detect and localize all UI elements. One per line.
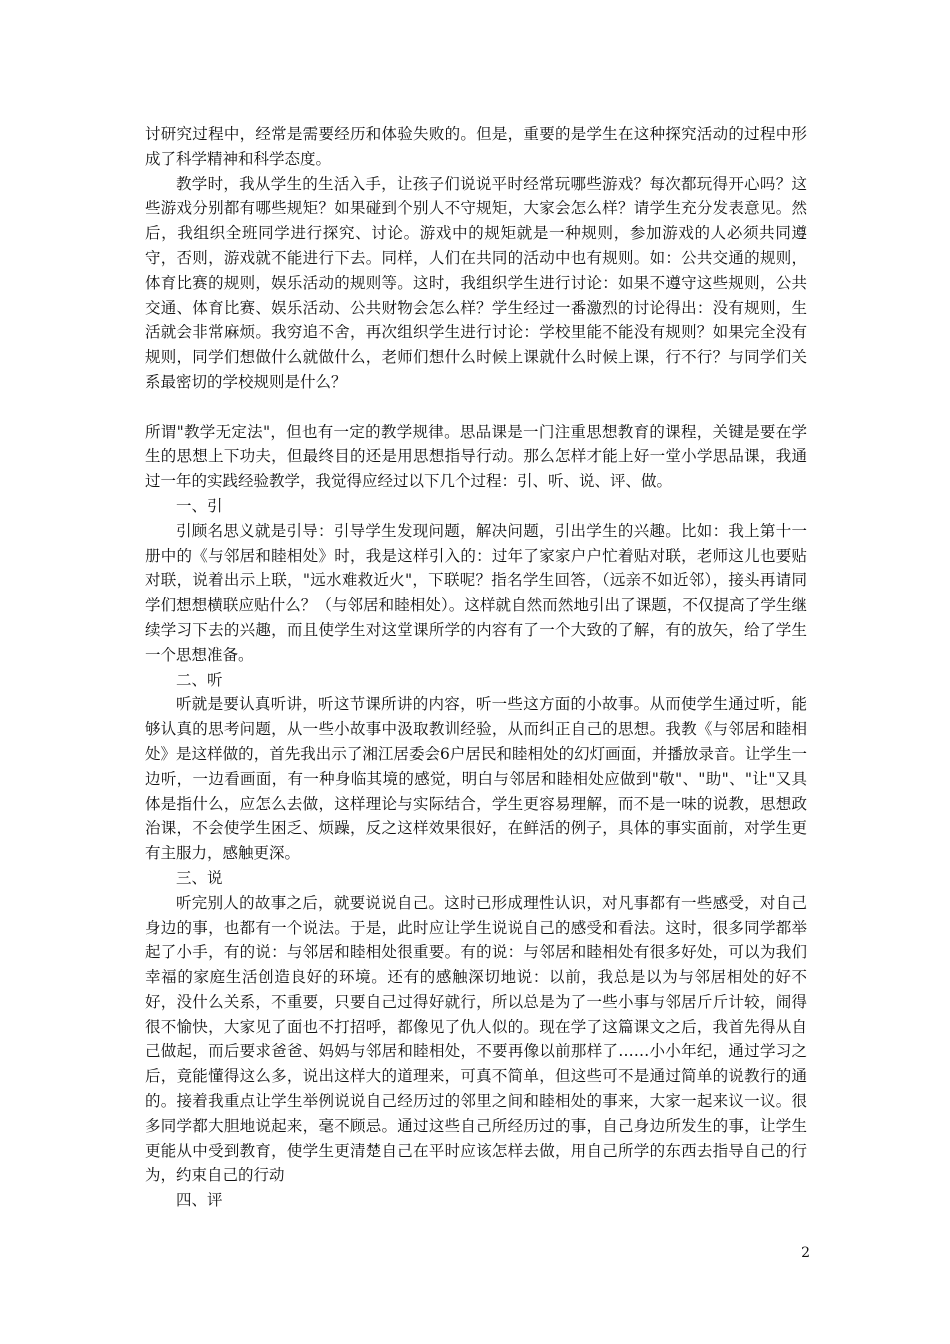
page-body <box>145 122 807 1213</box>
paragraph-continuation: 讨研究过程中，经常是需要经历和体验失败的。但是，重要的是学生在这种探究活动的过程中形成了科学精神和科学态度。 <box>145 125 807 168</box>
paragraph-teaching-rules: 教学时，我从学生的生活入手，让孩子们说说平时经常玩哪些游戏？每次都玩得开心吗？这些游戏分别都有哪些规矩？如果碰到个别人不守规矩，大家会怎么样？请学生充分发表意见。然后，我组织全班同学进行探究、讨论。游戏中的规矩就是一种规则，参加游戏的人必须共同遵守，否则，游戏就不能进行下去。同样，人们在共同的活动中也有规则。如：公共交通的规则，体育比赛的规则，娱乐活动的规则等。这时，我组织学生进行讨论：如果不遵守这些规则，公共交通、体育比赛、娱乐活动、公共财物会怎么样？学生经过一番激烈的讨论得出：没有规则，生活就会非常麻烦。我穷追不舍，再次组织学生进行讨论：学校里能不能没有规则？如果完全没有规则，同学们想做什么就做什么，老师们想什么时候上课就什么时候上课，行不行？与同学们关系最密切的学校规则是什么？ <box>145 174 807 391</box>
paragraph-ting: 听就是要认真听讲，听这节课所讲的内容，听一些这方面的小故事。从而使学生通过听，能够认真的思考问题，从一些小故事中汲取教训经验，从而纠正自己的思想。我教《与邻居和睦相处》是这样做的，首先我出示了湘江居委会6户居民和睦相处的幻灯画面，并播放录音。让学生一边听，一边看画面，有一种身临其境的感觉，明白与邻居和睦相处应做到"敬"、"助"、"让"又具体是指什么，应怎么去做，这样理论与实际结合，学生更容易理解，而不是一味的说教，思想政治课，不会使学生困乏、烦躁，反之这样效果很好，在鲜活的例子，具体的事实面前，对学生更有主服力，感触更深。 <box>145 695 807 863</box>
paragraph-shuo: 听完别人的故事之后，就要说说自己。这时已形成理性认识，对凡事都有一些感受，对自己身边的事，也都有一个说法。于是，此时应让学生说说自己的感受和看法。这时，很多同学都举起了小手，有的说：与邻居和睦相处很重要。有的说：与邻居和睦相处有很多好处，可以为我们幸福的家庭生活创造良好的环境。还有的感触深切地说：以前，我总是以为与邻居相处的好不好，没什么关系，不重要，只要自己过得好就行，所以总是为了一些小事与邻居斤斤计较，闹得很不愉快，大家见了面也不打招呼，都像见了仇人似的。现在学了这篇课文之后，我首先得从自己做起，而后要求爸爸、妈妈与邻居和睦相处，不要再像以前那样了……小小年纪，通过学习之后，竟能懂得这么多，说出这样大的道理来，可真不简单，但这些可不是通过简单的说教行的通的。接着我重点让学生举例说说自己经历过的邻里之间和睦相处的事来，大家一起来议一议。很多同学都大胆地说起来，毫不顾忌。通过这些自己所经历过的事，自己身边所发生的事，让学生更能从中受到教育，使学生更清楚自己在平时应该怎样去做，用自己所学的东西去指导自己的行为，约束自己的行动 <box>145 893 807 1185</box>
page-number: 2 <box>801 1245 810 1261</box>
blank-line <box>145 395 807 420</box>
paragraph-yin: 引顾名思义就是引导：引导学生发现问题，解决问题，引出学生的兴趣。比如：我上第十一册中的《与邻居和睦相处》时，我是这样引入的：过年了家家户户忙着贴对联，老师这儿也要贴对联，说着出示上联，"远水难救近火"，下联呢？指名学生回答，（远亲不如近邻），接头再请同学们想想横联应贴什么？（与邻居和睦相处）。这样就自然而然地引出了课题，不仅提高了学生继续学习下去的兴趣，而且使学生对这堂课所学的内容有了一个大致的了解，有的放矢，给了学生一个思想准备。 <box>145 521 807 664</box>
section-heading-shuo: 三、说 <box>176 868 223 887</box>
paragraph-teaching-method: 所谓"教学无定法"，但也有一定的教学规律。思品课是一门注重思想教育的课程，关键是要在学生的思想上下功夫，但最终目的还是用思想指导行动。那么怎样才能上好一堂小学思品课，我通过一年的实践经验教学，我觉得应经过以下几个过程：引、听、说、评、做。 <box>145 422 807 491</box>
section-heading-yin: 一、引 <box>176 496 223 515</box>
section-heading-ting: 二、听 <box>176 670 223 689</box>
section-heading-ping: 四、评 <box>176 1191 223 1210</box>
